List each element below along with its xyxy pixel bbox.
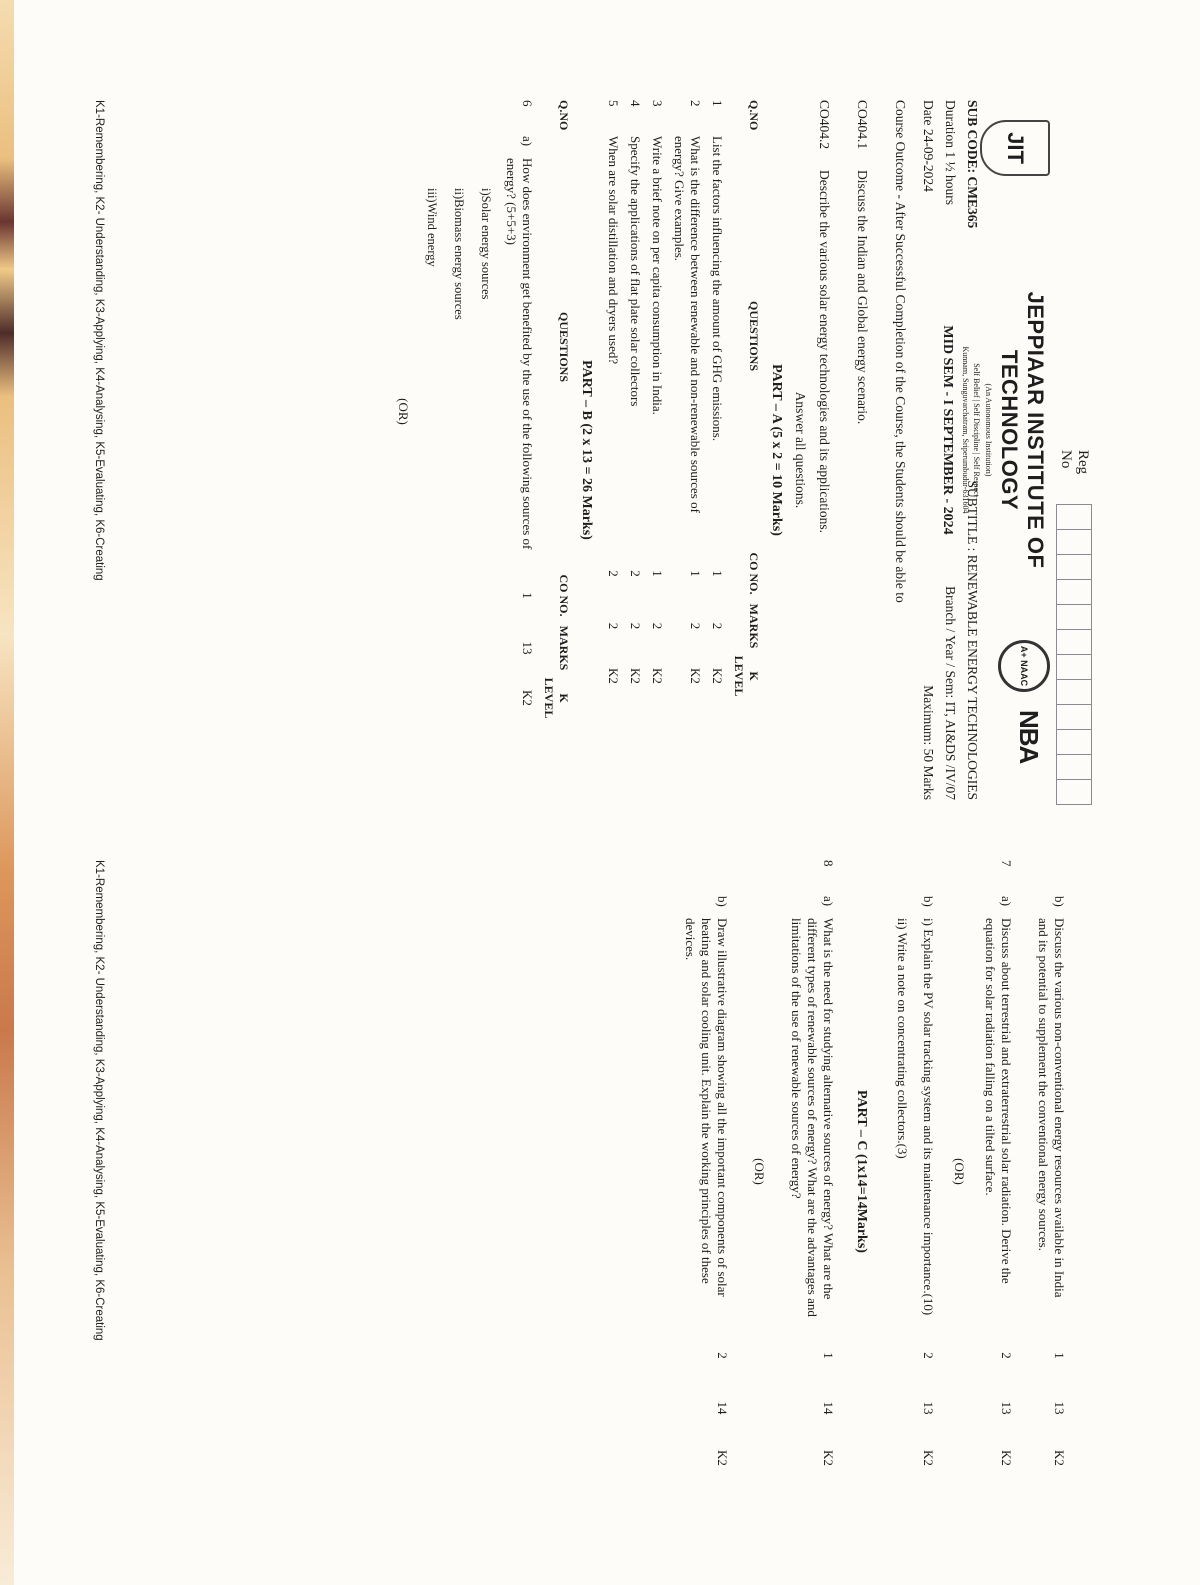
instruction: Answer all questions. (793, 391, 808, 509)
or-separator: (OR) (952, 1158, 967, 1185)
reg-no-box[interactable] (1057, 630, 1091, 655)
duration: Duration 1 ½ hours (943, 100, 958, 205)
jit-logo-icon: JIT (980, 120, 1050, 176)
table-row: 8 a) What is the need for studying alternative sources of energy? What are the different types of renewable sources of energy? What are the advantages and limitations of the use of renewable sources of energy? 1 14 K2 (789, 860, 836, 1466)
table-row: 4 Specify the applications of flat plate solar collectors 2 2 K2 (628, 100, 643, 684)
reg-no-box[interactable] (1057, 605, 1091, 630)
nba-logo-icon: NBA (1014, 710, 1044, 764)
k-level-legend: K1-Remembering, K2- Understanding, K3-Applying, K4-Analysing, K5-Evaluating, K6-Creating (93, 860, 105, 1341)
table-header: Q.NO QUESTIONS CO NO. MARKS K LEVEL (542, 100, 571, 719)
reg-no (1056, 450, 1092, 805)
table-row: 5 When are solar distillation and dryers used? 2 2 K2 (606, 100, 621, 684)
reg-no-box[interactable] (1057, 580, 1091, 605)
table-row: b) Discuss the various non-conventional energy resources available in India and its potential to supplement the conventional energy sources. 1 13 K2 (1036, 896, 1067, 1466)
max-marks: Maximum: 50 Marks (921, 685, 936, 800)
table-header: Q.NO QUESTIONS CO NO. MARKS K LEVEL (732, 100, 761, 697)
table-row: 1 List the factors influencing the amount of GHG emissions. 1 2 K2 (710, 100, 725, 684)
or-separator: (OR) (396, 398, 411, 425)
institute-status: (An Autonomous Institution) (984, 383, 993, 477)
course-outcome (392, 100, 908, 800)
reg-no-box[interactable] (1057, 680, 1091, 705)
reg-no-boxes[interactable] (1056, 504, 1092, 805)
reg-no-box[interactable] (1057, 705, 1091, 730)
table-row: 3 Write a brief note on per capita consumption in India. 1 2 K2 (650, 100, 665, 684)
outcome-intro: Course Outcome - After Successful Completion of the Course, the Students should be able to (893, 100, 908, 603)
k-level-legend: K1-Remembering, K2- Understanding, K3-Applying, K4-Analysing, K5-Evaluating, K6-Creating (93, 100, 105, 581)
part-b-title: PART – B (2 x 13 = 26 Marks) (579, 360, 594, 540)
reg-no-box[interactable] (1057, 555, 1091, 580)
outcome-item: CO404.2 Describe the various solar energy technologies and its applications. (817, 100, 832, 534)
part-a-title: PART – A (5 x 2 = 10 Marks) (769, 364, 784, 536)
page-one (0, 100, 1200, 800)
part-a-table (602, 100, 764, 701)
reg-no-box[interactable] (1057, 730, 1091, 755)
reg-no-box[interactable] (1057, 505, 1091, 530)
or-separator: (OR) (752, 1158, 767, 1185)
naac-logo-icon: A+ NAAC (998, 640, 1050, 692)
part-b-table (392, 100, 574, 723)
table-row: 7 a) Discuss about terrestrial and extraterrestrial solar radiation. Derive the equation for solar radiation falling on a tilted surface. 2 13 K2 (983, 860, 1014, 1466)
reg-no-box[interactable] (1057, 655, 1091, 680)
reg-no-box[interactable] (1057, 780, 1091, 804)
institute-motto: Self Belief | Self Discipline | Self Respect (972, 363, 981, 497)
part-b-continued (679, 860, 1070, 1483)
page-two (0, 860, 1200, 1540)
sub-code: SUB CODE: CME365 (965, 100, 980, 229)
exam-title: MID SEM - I SEPTEMBER - 2024 (940, 325, 955, 535)
table-row: 2 What is the difference between renewable and non-renewable sources of energy? Give examples. 1 2 K2 (672, 100, 703, 684)
part-c-title: PART – C (1x14=14Marks) (854, 1090, 869, 1253)
institute-address: Kunnam, Sunguvarchatram, Sriperumbudur-631604 (961, 346, 970, 514)
table-row: b) i) Explain the PV solar tracking system and its maintenance importance.(10) ii) Write a note on concentrating collectors.(3) 2 13 K2 (895, 896, 936, 1466)
exam-date: Date 24-09-2024 (921, 100, 936, 192)
exam-meta (914, 100, 980, 800)
reg-no-box[interactable] (1057, 755, 1091, 780)
table-row: 6 a) How does environment get benefited by the use of the following sources of energy? (5+5+3) i)Solar energy sources ii)Biomass energy sources iii)Wind energy 1 13 K2 (425, 100, 535, 706)
reg-no-label: Reg No (1058, 450, 1091, 475)
outcome-item: CO404.1 Discuss the Indian and Global energy scenario. (855, 100, 870, 425)
branch: Branch / Year / Sem: IT, AI&DS /IV/07 (943, 586, 958, 800)
institute-name: JEPPIAAR INSTITUTE OF TECHNOLOGY (997, 291, 1048, 569)
table-row: b) Draw illustrative diagram showing all the important components of solar heating and solar cooling unit. Explain the working principles of these devices. 2 14 K2 (683, 896, 730, 1466)
reg-no-box[interactable] (1057, 530, 1091, 555)
subtitle: SUBTITLE : RENEWABLE ENERGY TECHNOLOGIES (965, 480, 980, 800)
